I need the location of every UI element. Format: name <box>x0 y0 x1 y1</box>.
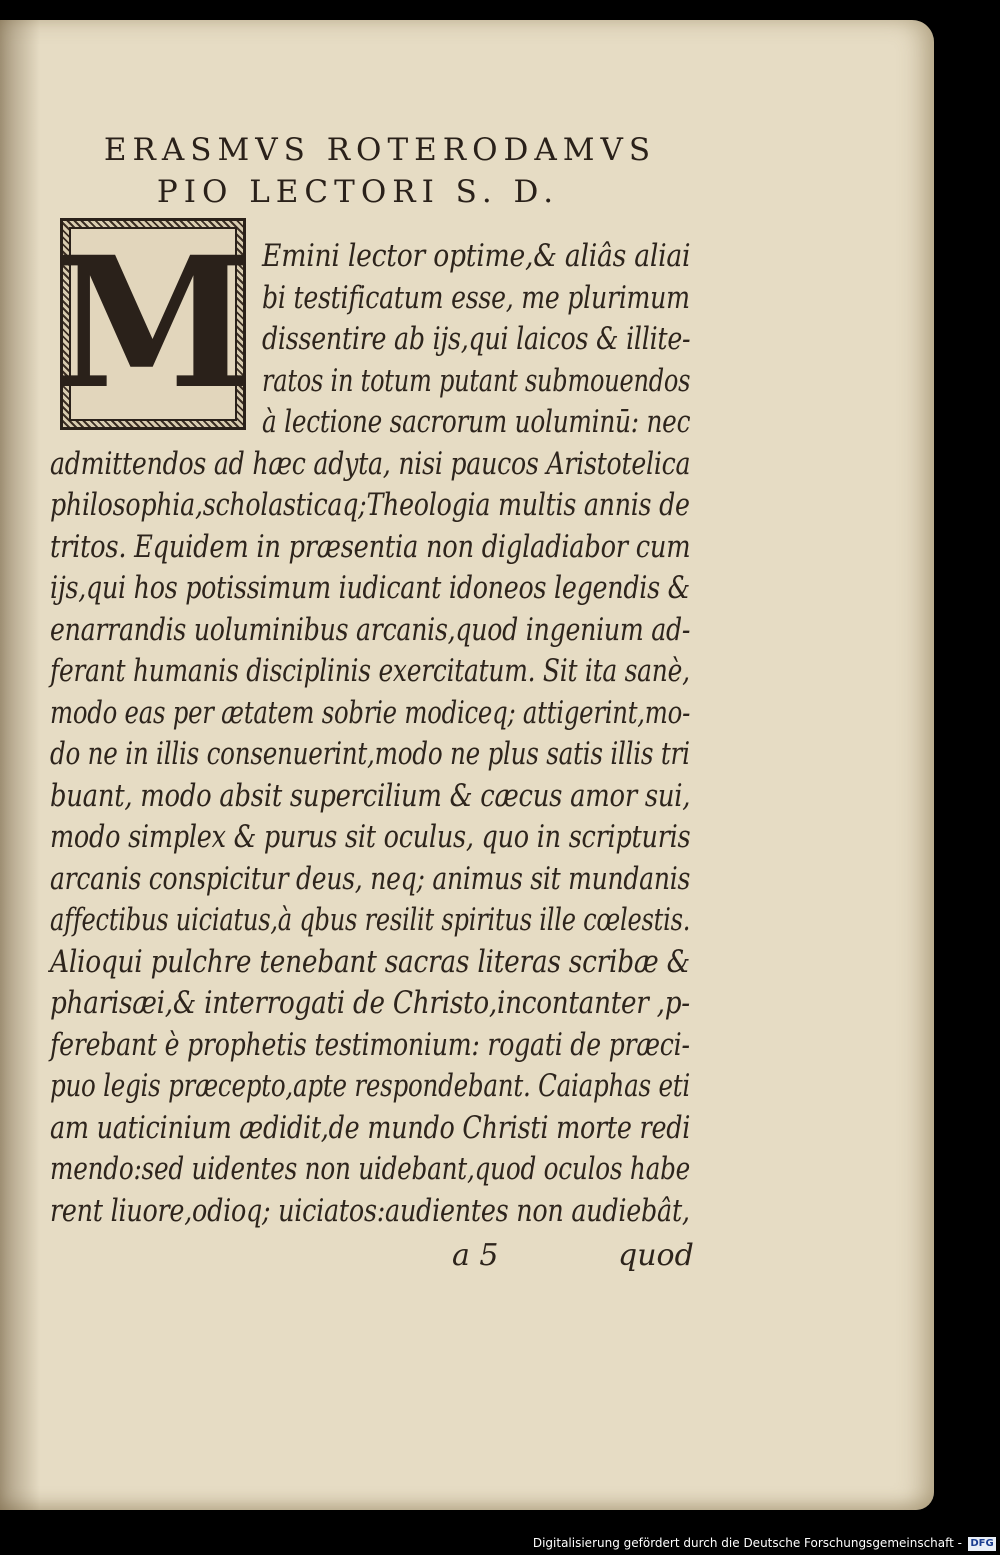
page-heading-line1: ERASMVS ROTERODAMVS <box>103 132 657 168</box>
body-line: admittendos ad hæc adyta, nisi paucos Aristotelica <box>50 445 691 482</box>
body-line: à lectione sacrorum uoluminū: nec <box>262 404 691 440</box>
body-line: affectibus uiciatus,à qbus resilit spiritus ille cœlestis. <box>50 902 691 938</box>
catchword: quod <box>618 1238 694 1273</box>
decorated-initial-inner <box>53 218 253 429</box>
body-line: arcanis conspicitur deus, neq; animus sit mundanis <box>50 860 691 897</box>
body-line: ferebant è prophetis testimonium: rogati de præci- <box>50 1026 690 1063</box>
body-line: am uaticinium ædidit,de mundo Christi morte redi <box>50 1109 691 1146</box>
body-line: ferant humanis disciplinis exercitatum. Sit ita sanè, <box>50 653 690 689</box>
signature-mark: a 5 <box>452 1238 499 1273</box>
page-heading-line2: PIO LECTORI S. D. <box>156 174 560 210</box>
body-line: do ne in illis consenuerint,modo ne plus satis illis tri <box>50 736 690 772</box>
digitization-footer: Digitalisierung gefördert durch die Deutsche Forschungsgemeinschaft - <box>532 1536 962 1550</box>
body-line: puo legis præcepto,apte respondebant. Caiaphas eti <box>50 1068 690 1104</box>
body-line: bi testificatum esse, me plurimum <box>262 279 690 316</box>
dfg-logo: DFG <box>968 1537 996 1551</box>
body-line: mendo:sed uidentes non uidebant,quod oculos habe <box>50 1151 691 1187</box>
decorated-initial <box>53 218 253 430</box>
body-line: modo simplex & purus sit oculus, quo in scripturis <box>50 819 691 855</box>
body-line: philosophia,scholasticaq;Theologia multis annis de <box>50 487 690 523</box>
body-line: rent liuore,odioq; uiciatos:audientes non audiebât, <box>50 1192 690 1229</box>
body-line: ratos in totum putant submouendos <box>262 362 691 399</box>
body-line: buant, modo absit supercilium & cæcus amor sui, <box>50 777 691 814</box>
body-line: Emini lector optime,& aliâs aliai <box>262 238 691 274</box>
body-line: tritos. Equidem in præsentia non digladiabor cum <box>50 528 691 565</box>
book-page <box>0 20 934 1510</box>
body-line: enarrandis uoluminibus arcanis,quod ingenium ad- <box>50 611 691 648</box>
body-line: pharisæi,& interrogati de Christo,incontanter ,p- <box>50 985 690 1021</box>
body-line: modo eas per ætatem sobrie modiceq; attigerint,mo- <box>50 694 691 731</box>
initial-letter: M <box>53 218 253 429</box>
body-line: Alioqui pulchre tenebant sacras literas scribæ & <box>50 943 690 980</box>
body-line: ijs,qui hos potissimum iudicant idoneos legendis & <box>50 570 690 606</box>
body-line: dissentire ab ijs,qui laicos & illite- <box>262 321 691 357</box>
